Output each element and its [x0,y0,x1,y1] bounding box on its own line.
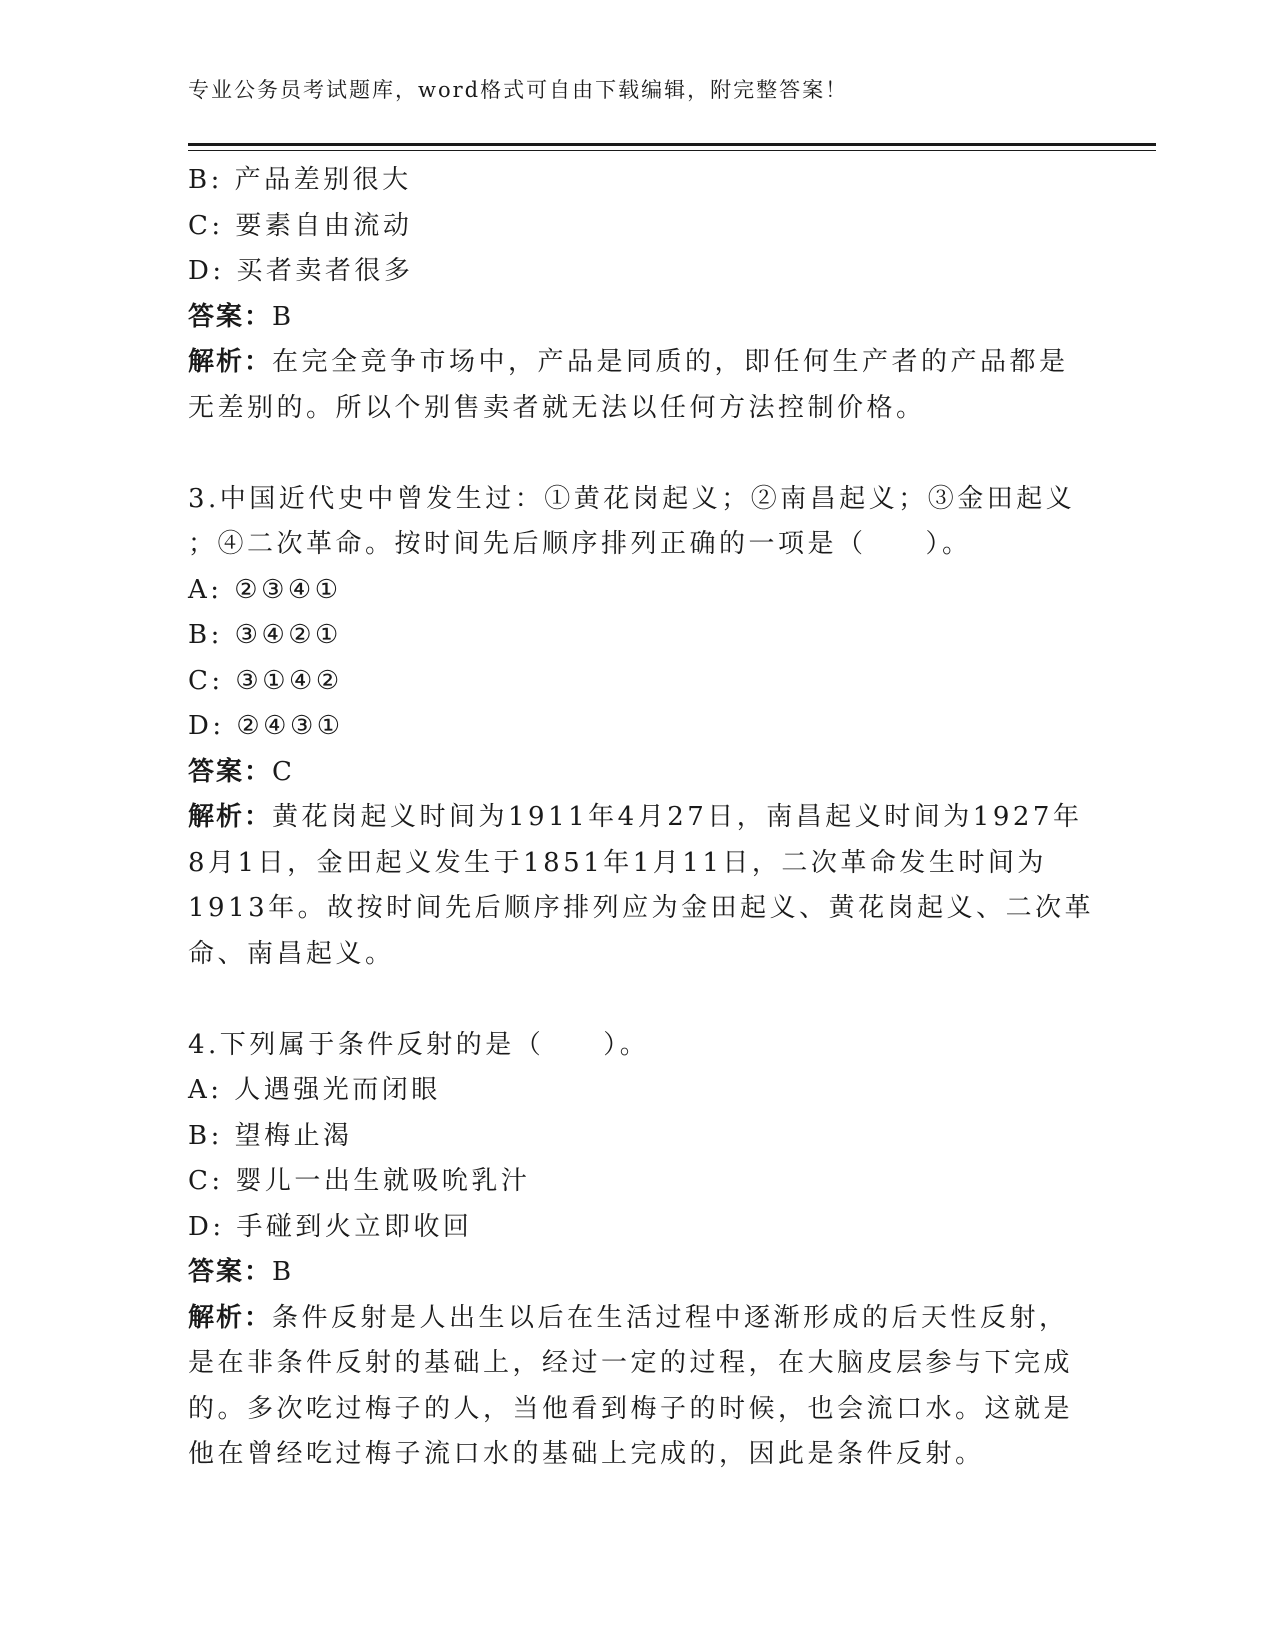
answer-value: C [272,756,296,787]
analysis-label: 解析： [188,347,273,377]
analysis-text: 他在曾经吃过梅子流口水的基础上完成的，因此是条件反射。 [188,1439,985,1469]
answer-line [188,295,1088,341]
question-4 [188,1023,1088,1478]
analysis-line [188,340,1088,386]
analysis-text: 的。多次吃过梅子的人，当他看到梅子的时候，也会流口水。这就是 [188,1393,1074,1424]
option-b: B: 产品差别很大 [188,165,412,195]
question-stem: ；④二次革命。按时间先后顺序排列正确的一项是（ ）。 [188,529,972,559]
analysis-text: 黄花岗起义时间为1911年4月27日，南昌起义时间为1927年 [272,802,1083,832]
analysis-text: 1913年。故按时间先后顺序排列应为金田起义、黄花岗起义、二次革 [188,893,1095,923]
question-3 [188,477,1095,978]
analysis-label: 解析： [188,1302,273,1333]
answer-label: 答案： [188,756,273,787]
header-rule [188,143,1156,146]
answer-line [188,1250,1088,1296]
analysis-text: 条件反射是人出生以后在生活过程中逐渐形成的后天性反射， [272,1302,1069,1333]
answer-label: 答案： [188,301,273,332]
analysis-text: 是在非条件反射的基础上，经过一定的过程，在大脑皮层参与下完成 [188,1348,1074,1378]
option-d: D: 手碰到火立即收回 [188,1211,473,1242]
question-stem: 4.下列属于条件反射的是（ ）。 [188,1029,650,1060]
analysis-text: 在完全竞争市场中，产品是同质的，即任何生产者的产品都是 [272,347,1069,377]
option-d: D: ②④③① [188,711,344,741]
analysis-line [188,795,1088,841]
header-rule-thin [188,150,1156,151]
option-c: C: 要素自由流动 [188,210,413,241]
document-body [188,158,1095,1478]
option-d: D: 买者卖者很多 [188,256,414,286]
answer-value: B [272,301,295,332]
option-a: A: 人遇强光而闭眼 [188,1075,441,1105]
option-b: B: 望梅止渴 [188,1120,353,1151]
answer-line [188,750,1088,796]
analysis-line [188,1296,1088,1342]
question-2-tail [188,158,1088,431]
option-c: C: 婴儿一出生就吸吮乳汁 [188,1166,531,1196]
analysis-text: 无差别的。所以个别售卖者就无法以任何方法控制价格。 [188,392,926,423]
page-header: 专业公务员考试题库，word格式可自由下载编辑，附完整答案！ [188,78,849,102]
analysis-text: 8月1日，金田起义发生于1851年1月11日，二次革命发生时间为 [188,847,1047,878]
option-a: A: ②③④① [188,574,342,605]
analysis-label: 解析： [188,802,273,832]
option-c: C: ③①④② [188,665,343,696]
option-b: B: ③④②① [188,620,342,650]
question-stem: 3.中国近代史中曾发生过：①黄花岗起义；②南昌起义；③金田起义 [188,483,1076,514]
analysis-text: 命、南昌起义。 [188,938,395,969]
answer-label: 答案： [188,1257,273,1287]
answer-value: B [272,1257,295,1287]
